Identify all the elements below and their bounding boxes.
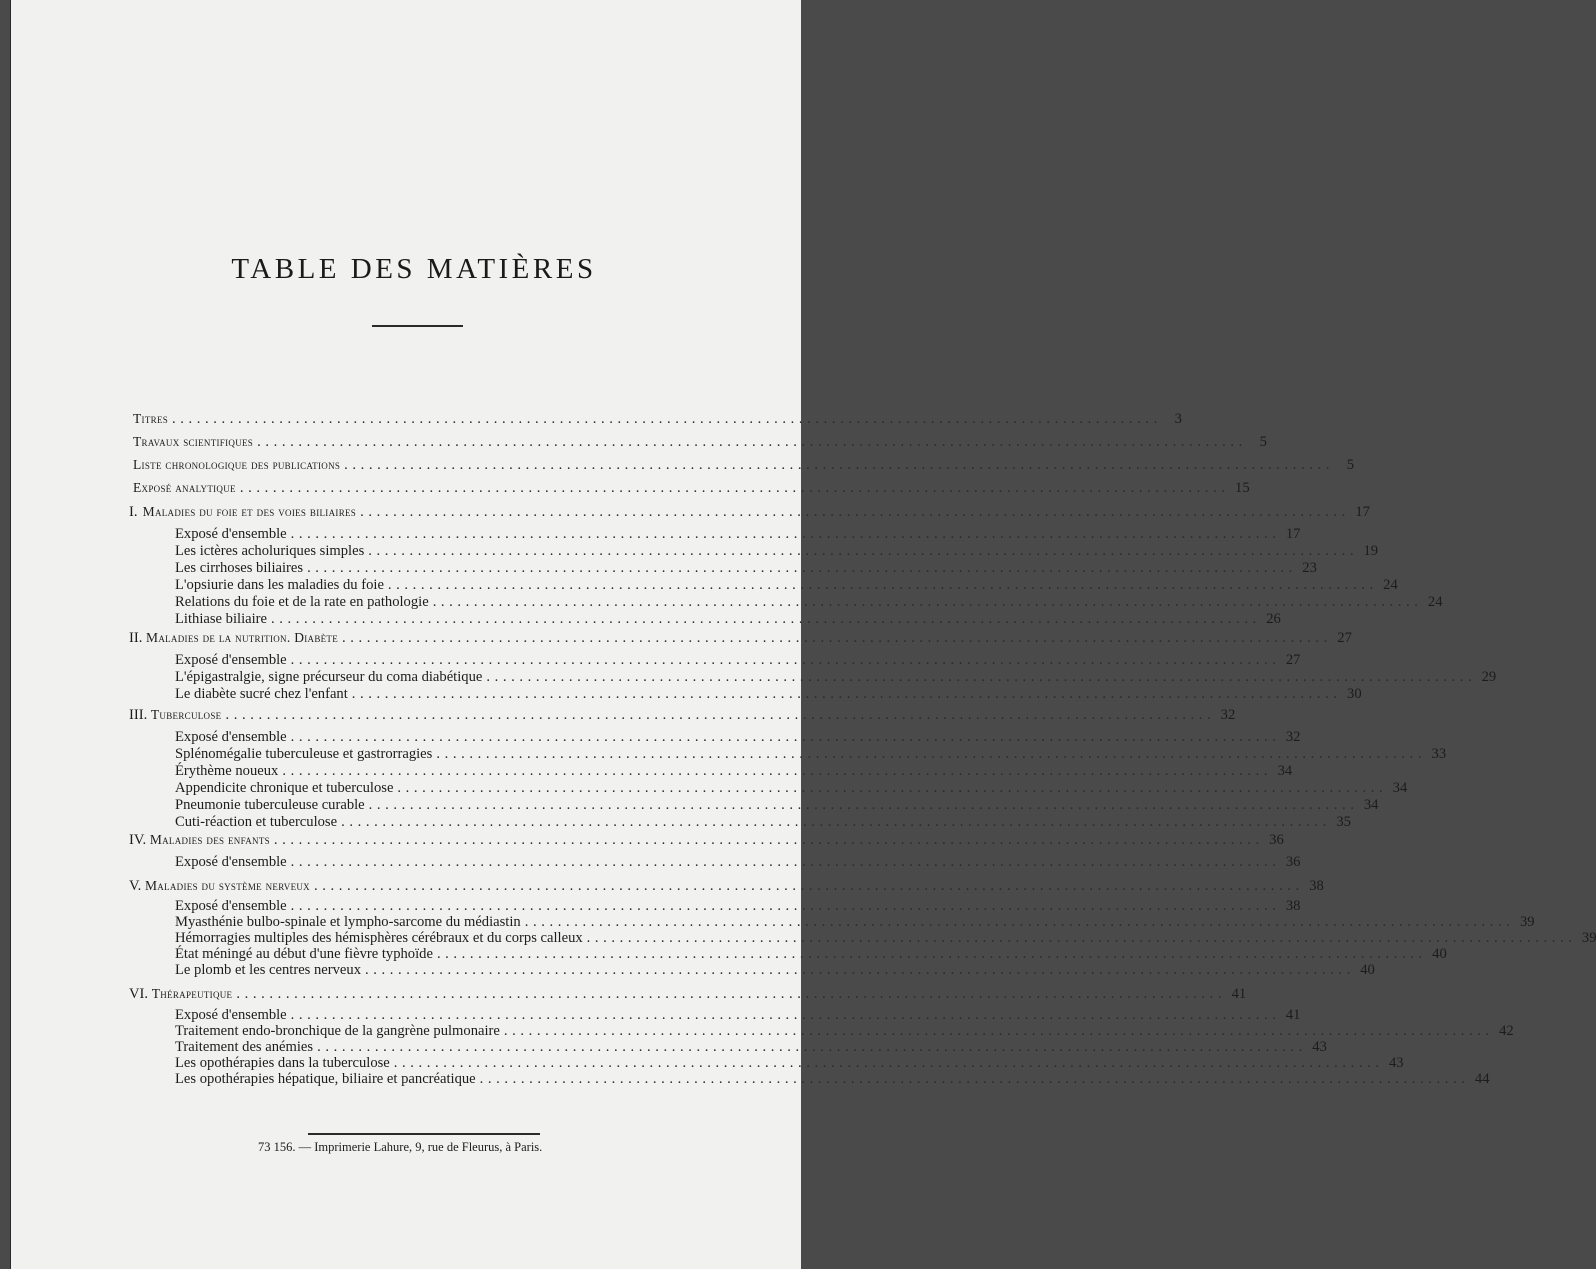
toc-entry-page: 40 xyxy=(1432,946,1447,962)
printer-imprint: 73 156. — Imprimerie Lahure, 9, rue de Fleurus, à Paris. xyxy=(258,1140,543,1154)
toc-section-2 xyxy=(129,629,1352,647)
leader-dots: ........................................................................................................................ xyxy=(586,930,1577,946)
toc-subentry xyxy=(175,651,1301,669)
leader-dots: ........................................................................................................................ xyxy=(225,707,1216,723)
leader-dots: ........................................................................................................................ xyxy=(342,630,1332,646)
toc-entry-page: 40 xyxy=(1360,962,1375,978)
toc-section-1 xyxy=(129,503,1370,521)
section-label: Maladies de la nutrition. Diabète xyxy=(146,630,339,645)
leader-dots: ........................................................................................................................ xyxy=(273,832,1264,848)
toc-entry-label: Exposé analytique xyxy=(133,480,236,495)
toc-entry-page: 34 xyxy=(1277,763,1293,779)
toc-entry-label: Pneumonie tuberculeuse curable xyxy=(175,797,365,813)
toc-subentry xyxy=(175,685,1362,703)
toc-entry-label: Exposé d'ensemble xyxy=(175,854,287,870)
section-number: I. xyxy=(129,504,138,520)
leader-dots: ........................................................................................................................ xyxy=(271,611,1261,627)
toc-entry-label: Le plomb et les centres nerveux xyxy=(175,962,361,978)
leader-dots: ........................................................................................................................ xyxy=(436,946,1427,962)
toc-section-4 xyxy=(129,831,1284,849)
toc-entry-label: État méningé au début d'une fièvre typhoïde xyxy=(175,946,433,962)
leader-dots: ........................................................................................................................ xyxy=(290,526,1281,542)
toc-entry-label: Myasthénie bulbo-spinale et lympho-sarcome du médiastin xyxy=(175,914,521,930)
toc-entry-label: Les opothérapies dans la tuberculose xyxy=(175,1055,390,1071)
toc-entry-page: 5 xyxy=(1346,457,1354,473)
leader-dots: ........................................................................................................................ xyxy=(172,411,1162,427)
toc-subentry xyxy=(175,961,1375,979)
leader-dots: ........................................................................................................................ xyxy=(317,1039,1307,1055)
leader-dots: ........................................................................................................................ xyxy=(368,543,1359,559)
toc-entry-label: L'épigastralgie, signe précurseur du coma diabétique xyxy=(175,669,483,685)
section-label: Tuberculose xyxy=(150,707,222,722)
toc-entry-travaux xyxy=(133,433,1267,451)
toc-entry-label: Les opothérapies hépatique, biliaire et pancréatique xyxy=(175,1071,476,1087)
leader-dots: ........................................................................................................................ xyxy=(313,878,1304,894)
toc-subentry xyxy=(175,668,1497,686)
toc-entry-page: 24 xyxy=(1427,594,1443,610)
page-title: TABLE DES MATIÈRES xyxy=(231,253,597,285)
toc-subentry xyxy=(175,525,1301,543)
leader-dots: ........................................................................................................................ xyxy=(486,669,1477,685)
section-label: Maladies du foie et des voies biliaires xyxy=(142,504,357,519)
leader-dots: ........................................................................................................................ xyxy=(436,746,1427,762)
toc-entry-label: Exposé d'ensemble xyxy=(175,729,287,745)
toc-entry-label: Les cirrhoses biliaires xyxy=(175,560,304,576)
section-number: V. xyxy=(129,878,142,894)
toc-subentry xyxy=(175,610,1281,628)
leader-dots: ........................................................................................................................ xyxy=(393,1055,1384,1071)
toc-entry-label: Hémorragies multiples des hémisphères cérébraux et du corps calleux xyxy=(175,930,583,946)
toc-entry-page: 41 xyxy=(1285,1007,1301,1023)
section-label: Thérapeutique xyxy=(151,986,233,1001)
toc-entry-page: 34 xyxy=(1363,797,1379,813)
leader-dots: ........................................................................................................................ xyxy=(239,480,1230,496)
leader-dots: ........................................................................................................................ xyxy=(360,504,1350,520)
leader-dots: ........................................................................................................................ xyxy=(351,686,1342,702)
leader-dots: ........................................................................................................................ xyxy=(257,434,1247,450)
leader-dots: ........................................................................................................................ xyxy=(290,1007,1281,1023)
toc-entry-label: Exposé d'ensemble xyxy=(175,526,287,542)
toc-entry-label: Splénomégalie tuberculeuse et gastrorragies xyxy=(175,746,433,762)
toc-entry-page: 23 xyxy=(1302,560,1317,576)
toc-entry-label: Érythème noueux xyxy=(175,763,279,779)
toc-subentry xyxy=(175,779,1408,797)
toc-entry-page: 3 xyxy=(1174,411,1182,427)
leader-dots: ........................................................................................................................ xyxy=(479,1071,1470,1087)
toc-entry-page: 39 xyxy=(1519,914,1535,930)
toc-entry-label: Le diabète sucré chez l'enfant xyxy=(175,686,348,702)
toc-entry-page: 44 xyxy=(1474,1071,1490,1087)
leader-dots: ........................................................................................................................ xyxy=(341,814,1331,830)
toc-entry-page: 43 xyxy=(1312,1039,1327,1055)
toc-entry-label: Exposé d'ensemble xyxy=(175,1007,287,1023)
leader-dots: ........................................................................................................................ xyxy=(290,729,1281,745)
toc-entry-titres xyxy=(133,410,1182,428)
toc-entry-page: 43 xyxy=(1389,1055,1404,1071)
leader-dots: ........................................................................................................................ xyxy=(290,652,1281,668)
toc-entry-page: 36 xyxy=(1285,854,1301,870)
toc-subentry xyxy=(175,593,1443,611)
toc-entry-label: L'opsiurie dans les maladies du foie xyxy=(175,577,384,593)
leader-dots: ........................................................................................................................ xyxy=(282,763,1273,779)
toc-entry-page: 15 xyxy=(1235,480,1250,496)
toc-subentry xyxy=(175,813,1351,831)
leader-dots: ........................................................................................................................ xyxy=(524,914,1515,930)
toc-entry-page: 17 xyxy=(1355,504,1370,520)
section-number: IV. xyxy=(129,832,147,848)
section-label: Maladies des enfants xyxy=(149,832,270,847)
toc-entry-page: 5 xyxy=(1259,434,1267,450)
toc-entry-page: 35 xyxy=(1336,814,1351,830)
leader-dots: ........................................................................................................................ xyxy=(397,780,1388,796)
toc-entry-page: 41 xyxy=(1231,986,1247,1002)
toc-entry-page: 24 xyxy=(1383,577,1398,593)
toc-entry-liste xyxy=(133,456,1354,474)
section-label: Maladies du système nerveux xyxy=(144,878,310,893)
toc-subentry xyxy=(175,796,1379,814)
toc-entry-expose xyxy=(133,479,1250,497)
toc-subentry xyxy=(175,576,1398,594)
toc-entry-page: 39 xyxy=(1581,930,1596,946)
leader-dots: ........................................................................................................................ xyxy=(236,986,1227,1002)
leader-dots: ........................................................................................................................ xyxy=(365,962,1355,978)
toc-entry-label: Travaux scientifiques xyxy=(133,434,254,449)
toc-entry-page: 36 xyxy=(1269,832,1284,848)
toc-entry-label: Relations du foie et de la rate en pathologie xyxy=(175,594,429,610)
toc-entry-page: 19 xyxy=(1363,543,1379,559)
toc-entry-label: Traitement endo-bronchique de la gangrène pulmonaire xyxy=(175,1023,500,1039)
toc-subentry xyxy=(175,762,1293,780)
toc-entry-page: 42 xyxy=(1499,1023,1514,1039)
toc-entry-page: 32 xyxy=(1285,729,1301,745)
toc-entry-page: 27 xyxy=(1337,630,1352,646)
toc-entry-label: Exposé d'ensemble xyxy=(175,898,287,914)
toc-entry-page: 27 xyxy=(1285,652,1301,668)
leader-dots: ........................................................................................................................ xyxy=(387,577,1378,593)
toc-entry-label: Titres xyxy=(133,411,169,426)
leader-dots: ........................................................................................................................ xyxy=(432,594,1423,610)
toc-entry-label: Exposé d'ensemble xyxy=(175,652,287,668)
footer-divider xyxy=(308,1133,540,1135)
toc-entry-label: Cuti-réaction et tuberculose xyxy=(175,814,338,830)
section-number: III. xyxy=(129,707,148,723)
toc-entry-label: Lithiase biliaire xyxy=(175,611,267,627)
leader-dots: ........................................................................................................................ xyxy=(290,898,1281,914)
toc-entry-page: 33 xyxy=(1431,746,1447,762)
toc-subentry xyxy=(175,853,1301,871)
toc-entry-page: 30 xyxy=(1347,686,1362,702)
leader-dots: ........................................................................................................................ xyxy=(290,854,1281,870)
toc-section-5 xyxy=(129,877,1324,895)
toc-entry-page: 34 xyxy=(1392,780,1408,796)
toc-entry-label: Les ictères acholuriques simples xyxy=(175,543,365,559)
toc-subentry xyxy=(175,745,1447,763)
toc-entry-page: 38 xyxy=(1285,898,1301,914)
toc-entry-page: 38 xyxy=(1309,878,1324,894)
toc-subentry xyxy=(175,728,1301,746)
section-number: II. xyxy=(129,630,143,646)
toc-entry-page: 26 xyxy=(1266,611,1281,627)
leader-dots: ........................................................................................................................ xyxy=(368,797,1359,813)
leader-dots: ........................................................................................................................ xyxy=(503,1023,1494,1039)
toc-entry-label: Traitement des anémies xyxy=(175,1039,314,1055)
toc-subentry xyxy=(175,1070,1490,1088)
toc-entry-label: Appendicite chronique et tuberculose xyxy=(175,780,394,796)
toc-entry-label: Liste chronologique des publications xyxy=(133,457,341,472)
toc-entry-page: 29 xyxy=(1481,669,1497,685)
toc-subentry xyxy=(175,542,1379,560)
leader-dots: ........................................................................................................................ xyxy=(344,457,1334,473)
toc-section-6 xyxy=(129,985,1247,1003)
toc-entry-page: 32 xyxy=(1220,707,1236,723)
toc-entry-page: 17 xyxy=(1285,526,1301,542)
toc-subentry xyxy=(175,559,1317,577)
section-number: VI. xyxy=(129,986,149,1002)
toc-section-3 xyxy=(129,706,1236,724)
leader-dots: ........................................................................................................................ xyxy=(307,560,1297,576)
